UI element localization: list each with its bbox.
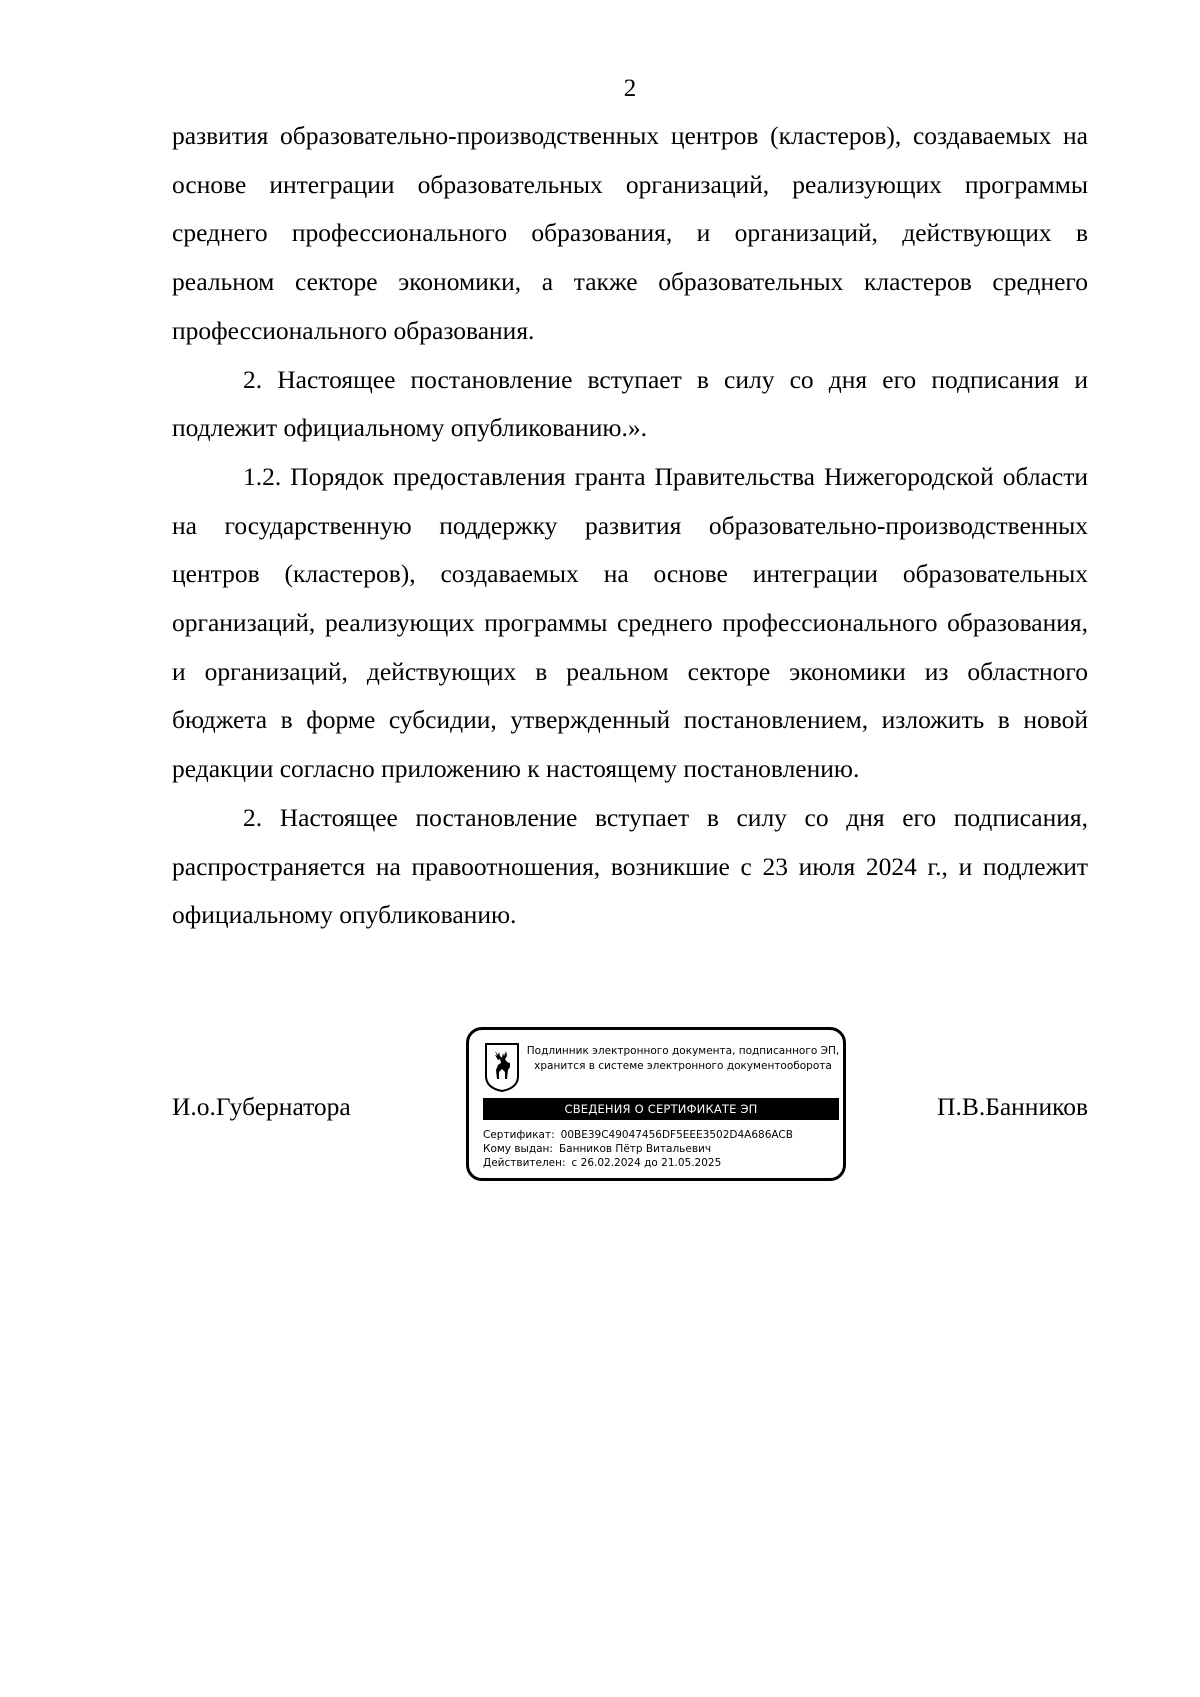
paragraph-1-2-grant-procedure: 1.2. Порядок предоставления гранта Правительства Нижегородской области на государственную поддержку развития образовательно-производственных центров (кластеров), создаваемых на основе интеграции образовательных организаций, реализующих программы среднего профессионального образования, и организаций, действующих в реальном секторе экономики из областного бюджета в форме субсидии, утвержденный постановлением, изложить в новой редакции согласно приложению к настоящему постановлению. — [172, 461, 1088, 784]
certificate-details — [483, 1128, 843, 1170]
issued-to-row — [483, 1142, 843, 1156]
electronic-signature-stamp — [466, 1027, 846, 1181]
stamp-header-line-1: Подлинник электронного документа, подписанного ЭП, — [526, 1045, 840, 1057]
paragraph-entry-into-force-quoted: 2. Настоящее постановление вступает в силу со дня его подписания и подлежит официальному опубликованию.». — [172, 364, 1088, 443]
certificate-serial: 00BE39C49047456DF5EEE3502D4A686ACB — [560, 1129, 793, 1141]
issued-to-value: Банников Пётр Витальевич — [558, 1143, 712, 1155]
paragraph-2-entry-into-force: 2. Настоящее постановление вступает в силу со дня его подписания, распространяется на правоотношения, возникшие с 23 июля 2024 г., и подлежит официальному опубликованию. — [172, 802, 1088, 930]
stamp-header — [525, 1044, 841, 1074]
validity-row — [483, 1156, 843, 1170]
signatory-name: П.В.Банников — [937, 1092, 1088, 1121]
certificate-info-bar: СВЕДЕНИЯ О СЕРТИФИКАТЕ ЭП — [483, 1098, 839, 1120]
certificate-label: Сертификат: — [483, 1129, 555, 1141]
validity-value: с 26.02.2024 до 21.05.2025 — [571, 1157, 722, 1169]
document-body — [172, 112, 1088, 940]
validity-label: Действителен: — [483, 1157, 566, 1169]
page-number: 2 — [623, 75, 637, 102]
issued-to-label: Кому выдан: — [483, 1143, 553, 1155]
certificate-row — [483, 1128, 843, 1142]
paragraph-continuation: развития образовательно-производственных центров (кластеров), создаваемых на основе интеграции образовательных организаций, реализующих программы среднего профессионального образования, и организаций, действующих в реальном секторе экономики, а также образовательных кластеров среднего профессионального образования. — [172, 121, 1088, 345]
deer-emblem-icon — [483, 1042, 521, 1092]
signatory-position: И.о.Губернатора — [172, 1092, 351, 1121]
stamp-header-line-2: хранится в системе электронного документооборота — [534, 1060, 832, 1072]
